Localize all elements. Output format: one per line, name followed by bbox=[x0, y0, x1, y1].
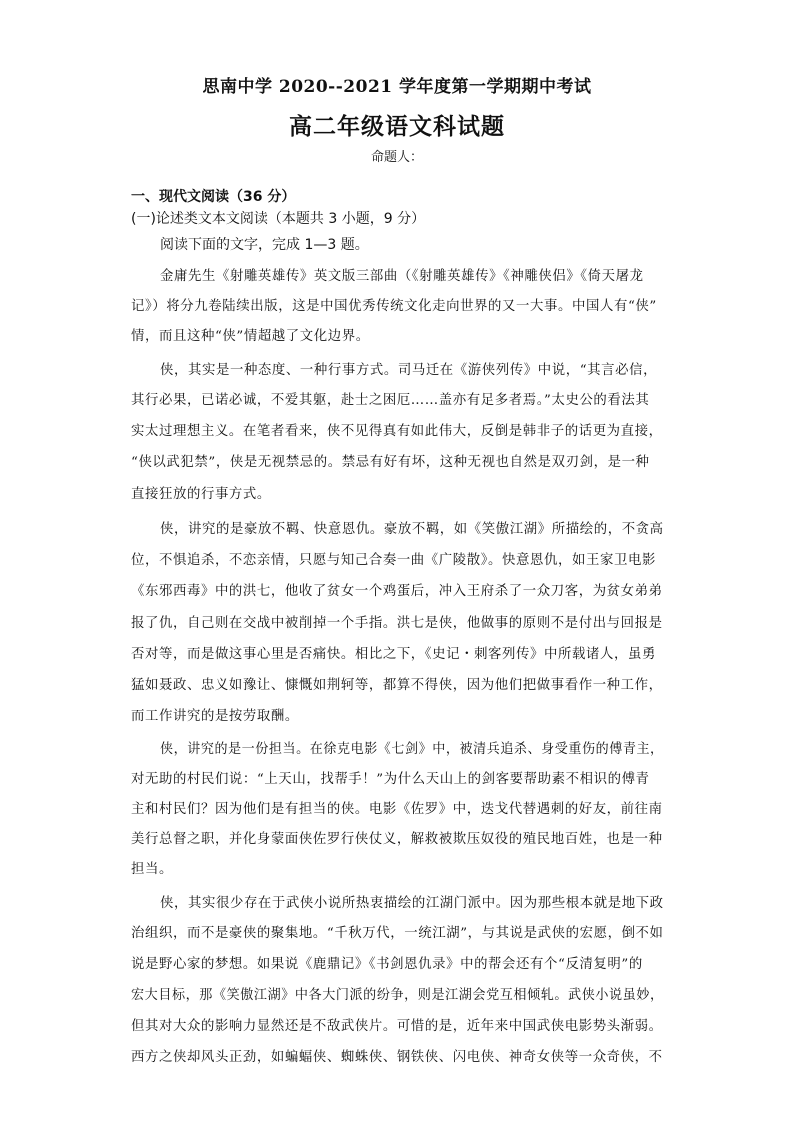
passage-line: 侠，其实是一种态度、一种行事方式。司马迁在《游侠列传》中说，“其言必信， bbox=[160, 363, 658, 378]
passage-line: 猛如聂政、忠义如豫让、慷慨如荆轲等，都算不得侠，因为他们把做事看作一种工作， bbox=[131, 678, 663, 693]
passage-line: 实太过理想主义。在笔者看来，侠不见得真有如此伟大，反倒是韩非子的话更为直接， bbox=[131, 424, 663, 439]
passage-line: 主和村民们？因为他们是有担当的侠。电影《佐罗》中，迭戈代替遇刺的好友，前往南 bbox=[131, 802, 663, 817]
passage-line: 《东邪西毒》中的洪七，他收了贫女一个鸡蛋后，冲入王府杀了一众刀客，为贫女弟弟 bbox=[131, 584, 663, 599]
passage-line: 报了仇，自己则在交战中被削掉一个手指。洪七是侠，他做事的原则不是付出与回报是 bbox=[131, 616, 663, 631]
passage-line: 金庸先生《射雕英雄传》英文版三部曲（《射雕英雄传》《神雕侠侣》《倚天屠龙 bbox=[160, 269, 644, 284]
passage-line: 情，而且这种“侠”情超越了文化边界。 bbox=[131, 329, 370, 344]
passage-line: 直接狂放的行事方式。 bbox=[131, 487, 271, 502]
passage-line: 说是野心家的梦想。如果说《鹿鼎记》《书剑恩仇录》中的帮会还有个“反清复明”的 bbox=[131, 957, 643, 972]
passage-line: 侠，讲究的是豪放不羁、快意恩仇。豪放不羁，如《笑傲江湖》所描绘的，不贪高 bbox=[160, 522, 664, 537]
passage-line: 美行总督之职，并化身蒙面侠佐罗行侠仗义，解救被欺压奴役的殖民地百姓，也是一种 bbox=[131, 832, 663, 847]
exam-title: 思南中学 2020--2021 学年度第一学期期中考试 bbox=[202, 77, 592, 97]
passage-line: 侠，其实很少存在于武侠小说所热衷描绘的江湖门派中。因为那些根本就是地下政 bbox=[160, 896, 664, 911]
passage-line: 西方之侠却风头正劲，如蝙蝠侠、蜘蛛侠、钢铁侠、闪电侠、神奇女侠等一众奇侠，不 bbox=[131, 1050, 663, 1065]
passage-line: 对无助的村民们说：“上天山，找帮手！”为什么天山上的剑客要帮助素不相识的傅青 bbox=[131, 772, 650, 787]
reading-instruction: 阅读下面的文字，完成 1—3 题。 bbox=[160, 237, 369, 253]
passage-line: 治组织，而不是豪侠的聚集地。“千秋万代，一统江湖”，与其说是武侠的宏愿，倒不如 bbox=[131, 926, 664, 941]
section-heading: 一、现代文阅读（36 分） bbox=[131, 189, 296, 205]
passage-line: 位，不惧追杀，不恋亲情，只愿与知己合奏一曲《广陵散》。快意恩仇，如王家卫电影 bbox=[131, 553, 656, 568]
passage-line: 但其对大众的影响力显然还是不敌武侠片。可惜的是，近年来中国武侠电影势头渐弱。 bbox=[131, 1019, 663, 1034]
exam-subtitle: 高二年级语文科试题 bbox=[289, 113, 505, 140]
passage-line: 否对等，而是做这事心里是否痛快。相比之下，《史记・刺客列传》中所载诸人，虽勇 bbox=[131, 647, 656, 662]
passage-line: 担当。 bbox=[131, 862, 173, 877]
subsection-heading: (一)论述类文本文阅读（本题共 3 小题，9 分） bbox=[131, 211, 426, 227]
passage-line: 宏大目标，那《笑傲江湖》中各大门派的纷争，则是江湖会党互相倾轧。武侠小说虽妙， bbox=[131, 988, 664, 1003]
passage-line: 记》）将分九卷陆续出版，这是中国优秀传统文化走向世界的又一大事。中国人有“侠” bbox=[131, 299, 657, 314]
passage-line: “侠以武犯禁”，侠是无视禁忌的。禁忌有好有坏，这种无视也自然是双刃剑，是一种 bbox=[131, 455, 650, 470]
passage-line: 其行必果，已诺必诚，不爱其躯，赴士之困厄……盖亦有足多者焉。”太史公的看法其 bbox=[131, 393, 650, 408]
passage-line: 而工作讲究的是按劳取酬。 bbox=[131, 709, 299, 724]
question-setter-label: 命题人： bbox=[370, 150, 423, 165]
passage-line: 侠，讲究的是一份担当。在徐克电影《七剑》中，被清兵追杀、身受重伤的傅青主， bbox=[160, 742, 664, 757]
